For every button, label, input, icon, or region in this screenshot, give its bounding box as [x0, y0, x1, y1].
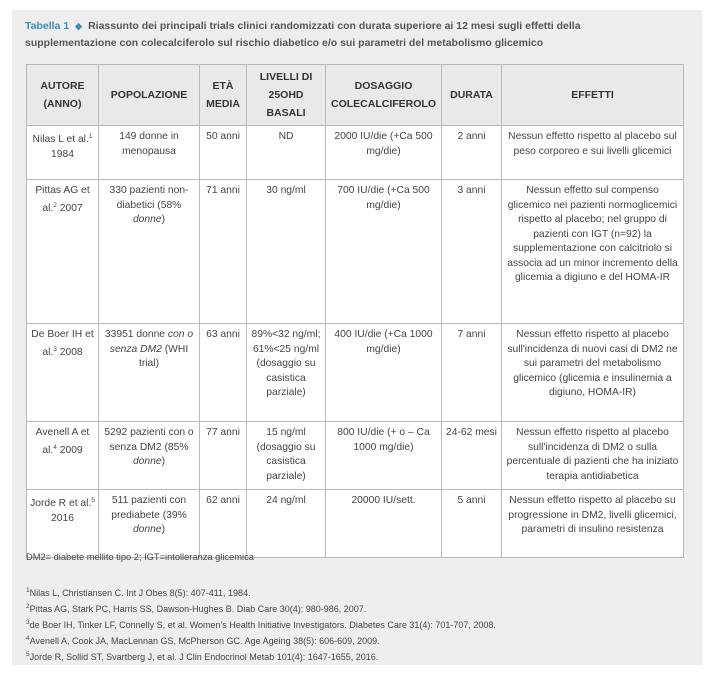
cell-duration: 3 anni	[442, 180, 502, 324]
author-name: Jorde R et al.	[30, 498, 92, 509]
reference-text: de Boer IH, Tinker LF, Connelly S, et al. Women's Health Initiative Investigators. Diabetes Care 31(4): 701-707, 2008.	[29, 620, 496, 630]
cell-effects: Nessun effetto rispetto al placebo sul peso corporeo e sui livelli glicemici	[502, 126, 684, 180]
cell-dose: 400 IU/die (+Ca 1000 mg/die)	[326, 324, 442, 422]
trials-table	[26, 64, 684, 558]
reference-number: 5	[26, 651, 30, 658]
header-effects: EFFETTI	[502, 65, 684, 126]
author-ref: 2	[53, 201, 57, 209]
header-levels: LIVELLI DI 25OHD BASALI	[247, 65, 326, 126]
cell-population	[99, 422, 200, 490]
cell-effects: Nessun effetto rispetto al placebo sull'incidenza di nuovi casi di DM2 ne sui parametri del metabolismo glicemico (glicemia e insulinemia a digiuno, HOMA-IR)	[502, 324, 684, 422]
population-italic: con o senza DM2	[109, 329, 194, 355]
population-tail: )	[161, 214, 166, 225]
author-year: 1984	[51, 148, 74, 160]
diamond-icon: ◆	[75, 21, 83, 31]
cell-dose: 2000 IU/die (+Ca 500 mg/die)	[326, 126, 442, 180]
author-year: 2008	[59, 346, 83, 358]
population-text: 5292 pazienti con o senza DM2 (85%	[104, 427, 194, 453]
table-row	[27, 180, 684, 324]
author-year: 2009	[59, 444, 83, 456]
author-ref: 5	[91, 497, 95, 504]
cell-population	[99, 490, 200, 558]
cell-age: 77 anni	[200, 422, 247, 490]
population-italic: donne	[132, 524, 162, 535]
cell-population	[99, 324, 200, 422]
header-duration: DURATA	[442, 65, 502, 126]
population-italic: donne	[132, 214, 162, 225]
cell-age: 71 anni	[200, 180, 247, 324]
cell-levels: 15 ng/ml (dosaggio su casistica parziale)	[247, 422, 326, 490]
reference-item	[26, 648, 496, 664]
author-ref: 4	[53, 443, 57, 451]
population-tail: (WHI trial)	[138, 343, 189, 369]
table-row	[27, 324, 684, 422]
cell-levels: 24 ng/ml	[247, 490, 326, 558]
cell-effects: Nessun effetto sul compenso glicemico nei pazienti normoglicemici rispetto al placebo; nel gruppo di pazienti con IGT (n=92) la supplementazione con calcitriolo si associa ad un minor incremento della glicemia a digiuno e del HOMA-IR	[502, 180, 684, 324]
cell-author	[27, 422, 99, 490]
cell-age: 63 anni	[200, 324, 247, 422]
population-text: 149 donne in menopausa	[119, 131, 179, 157]
cell-duration: 24-62 mesi	[442, 422, 502, 490]
cell-author	[27, 180, 99, 324]
cell-dose: 20000 IU/sett.	[326, 490, 442, 558]
reference-text: Avenell A, Cook JA, MacLennan GS, McPherson GC. Age Ageing 38(5): 606-609, 2009.	[29, 636, 380, 646]
references-list	[26, 584, 496, 664]
reference-number: 4	[26, 635, 30, 642]
header-author: AUTORE (ANNO)	[27, 65, 99, 126]
cell-author	[27, 126, 99, 180]
reference-item	[26, 584, 496, 600]
reference-text: Jorde R, Sollid ST, Svartberg J, et al. J Clin Endocrinol Metab 101(4): 1647-1655, 2016.	[29, 652, 379, 662]
caption-text: Riassunto dei principali trials clinici randomizzati con durata superiore ai 12 mesi sugli effetti della supplementazione con colecalciferolo sul rischio diabetico e/o sui parametri del metabolismo glicemico	[25, 20, 581, 49]
cell-age: 50 anni	[200, 126, 247, 180]
cell-duration: 7 anni	[442, 324, 502, 422]
population-italic: donne	[132, 456, 162, 467]
table-row	[27, 126, 684, 180]
cell-dose: 800 IU/die (+ o – Ca 1000 mg/die)	[326, 422, 442, 490]
table-header-row	[27, 65, 684, 126]
reference-item	[26, 616, 496, 632]
reference-number: 3	[26, 619, 30, 626]
reference-text: Pittas AG, Stark PC, Harris SS, Dawson-Hughes B. Diab Care 30(4): 980-986, 2007.	[29, 604, 367, 614]
population-text: 330 pazienti non-diabetici (58%	[109, 185, 189, 211]
cell-levels: ND	[247, 126, 326, 180]
population-tail: )	[161, 524, 166, 535]
reference-number: 1	[26, 587, 30, 594]
reference-item	[26, 600, 496, 616]
population-text: 511 pazienti con prediabete (39%	[111, 495, 187, 521]
table-caption	[25, 18, 675, 52]
table-row	[27, 422, 684, 490]
cell-duration: 5 anni	[442, 490, 502, 558]
author-name: De Boer IH et al.	[31, 329, 94, 358]
cell-dose: 700 IU/die (+Ca 500 mg/die)	[326, 180, 442, 324]
cell-author	[27, 324, 99, 422]
author-ref: 3	[53, 345, 57, 353]
header-dose: DOSAGGIO COLECALCIFEROLO	[326, 65, 442, 126]
table-row	[27, 490, 684, 558]
cell-population	[99, 126, 200, 180]
cell-duration: 2 anni	[442, 126, 502, 180]
reference-number: 2	[26, 603, 30, 610]
author-name: Pittas AG et al.	[35, 185, 90, 214]
author-year: 2007	[59, 202, 83, 214]
cell-levels: 30 ng/ml	[247, 180, 326, 324]
cell-levels: 89%<32 ng/ml; 61%<25 ng/ml (dosaggio su casistica parziale)	[247, 324, 326, 422]
population-tail: )	[161, 456, 166, 467]
population-text: 33951 donne	[104, 329, 166, 340]
cell-author	[27, 490, 99, 558]
cell-effects: Nessun effetto rispetto al placebo su progressione in DM2, livelli glicemici, parametri di insulino resistenza	[502, 490, 684, 558]
author-ref: 1	[88, 133, 93, 140]
author-year: 2016	[51, 512, 74, 524]
author-name: Avenell A et al.	[35, 427, 90, 456]
abbreviations-note: DM2= diabete mellito tipo 2; IGT=intolleranza glicemica	[26, 552, 254, 562]
caption-label: Tabella 1	[25, 20, 70, 32]
cell-population	[99, 180, 200, 324]
cell-age: 62 anni	[200, 490, 247, 558]
reference-text: Nilas L, Christiansen C. Int J Obes 8(5): 407-411, 1984.	[29, 588, 251, 598]
cell-effects: Nessun effetto rispetto al placebo sull'incidenza di DM2 o sulla percentuale di pazienti che ha iniziato terapia antidiabetica	[502, 422, 684, 490]
header-age: ETÀ MEDIA	[200, 65, 247, 126]
reference-item	[26, 632, 496, 648]
header-population: POPOLAZIONE	[99, 65, 200, 126]
author-name: Nilas L et al.	[32, 134, 89, 145]
